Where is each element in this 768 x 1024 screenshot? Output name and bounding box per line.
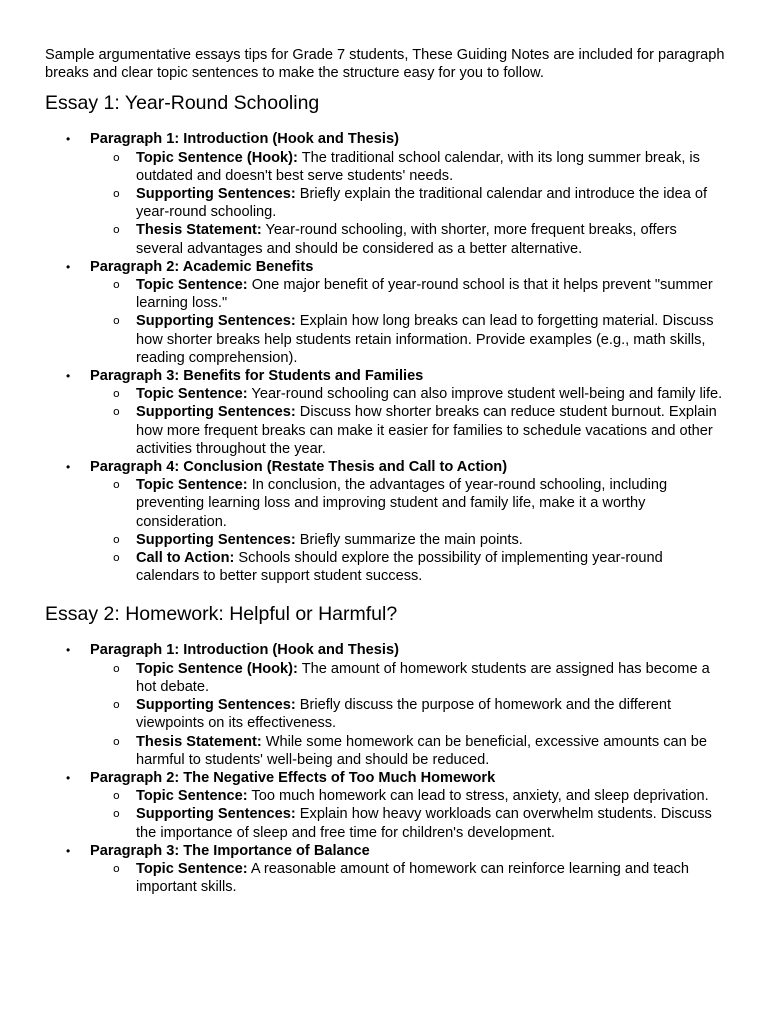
paragraph-list xyxy=(45,641,725,896)
circle-bullet-icon: o xyxy=(113,532,120,546)
paragraph-title: Paragraph 4: Conclusion (Restate Thesis and Call to Action) xyxy=(90,459,508,476)
sub-item-label: Supporting Sentences: xyxy=(136,697,296,714)
sub-item-label: Supporting Sentences: xyxy=(136,404,296,421)
sub-item xyxy=(90,476,725,531)
paragraph-item xyxy=(45,130,725,257)
sub-item-text: Discuss how shorter breaks can reduce student burnout. Explain how more frequent breaks can make it easier for families to schedule vacations and other activities throughout the year. xyxy=(136,404,717,457)
sub-item xyxy=(90,149,725,185)
paragraph-item xyxy=(45,769,725,842)
bullet-icon: • xyxy=(66,643,71,658)
sub-item xyxy=(90,312,725,367)
sub-item xyxy=(90,860,725,896)
sub-item-text: The traditional school calendar, with its long summer break, is outdated and doesn't best serve students' needs. xyxy=(136,149,700,184)
sub-item-text: Schools should explore the possibility of implementing year-round calendars to better support student success. xyxy=(136,550,663,585)
sub-item xyxy=(90,185,725,221)
sub-item-text: While some homework can be beneficial, excessive amounts can be harmful to students' well-being and should be reduced. xyxy=(136,733,708,768)
circle-bullet-icon: o xyxy=(113,223,120,237)
sub-list xyxy=(90,385,725,458)
sub-list xyxy=(90,276,725,367)
circle-bullet-icon: o xyxy=(113,861,120,875)
sub-list xyxy=(90,660,725,769)
paragraph-item xyxy=(45,842,725,897)
sub-item-text: Explain how long breaks can lead to forgetting material. Discuss how shorter breaks help students retain information. Provide examples (e.g., math skills, reading comprehension). xyxy=(136,313,714,366)
bullet-icon: • xyxy=(66,843,71,858)
sub-item xyxy=(90,276,725,312)
circle-bullet-icon: o xyxy=(113,187,120,201)
sub-item-text: A reasonable amount of homework can reinforce learning and teach important skills. xyxy=(136,860,689,896)
sub-item-label: Supporting Sentences: xyxy=(136,186,296,203)
essay-section xyxy=(45,91,725,585)
circle-bullet-icon: o xyxy=(113,314,120,328)
circle-bullet-icon: o xyxy=(113,551,120,565)
bullet-icon: • xyxy=(66,259,71,274)
sub-item xyxy=(90,733,725,769)
circle-bullet-icon: o xyxy=(113,150,120,164)
paragraph-item xyxy=(45,458,725,585)
sub-item-label: Supporting Sentences: xyxy=(136,806,296,823)
sub-item xyxy=(90,696,725,732)
document-page xyxy=(45,46,725,896)
paragraph-item xyxy=(45,367,725,458)
sub-item xyxy=(90,660,725,696)
intro-paragraph: Sample argumentative essays tips for Grade 7 students, These Guiding Notes are included for paragraph breaks and clear topic sentences to make the structure easy for you to follow. xyxy=(45,47,725,82)
circle-bullet-icon: o xyxy=(113,405,120,419)
sub-item-text: Year-round schooling, with shorter, more frequent breaks, offers several advantages and should be considered as a better alternative. xyxy=(136,222,677,257)
bullet-icon: • xyxy=(66,460,71,475)
circle-bullet-icon: o xyxy=(113,278,120,292)
bullet-icon: • xyxy=(66,369,71,384)
circle-bullet-icon: o xyxy=(113,698,120,712)
circle-bullet-icon: o xyxy=(113,478,120,492)
paragraph-item xyxy=(45,641,725,768)
sub-item-label: Supporting Sentences: xyxy=(136,313,296,330)
sub-item-text: In conclusion, the advantages of year-round schooling, including preventing learning loss and improving student and family life, make it a worthy consideration. xyxy=(136,477,668,530)
bullet-icon: • xyxy=(66,770,71,785)
sub-item-label: Topic Sentence: xyxy=(136,788,248,805)
sub-list xyxy=(90,860,725,896)
sub-item-label: Thesis Statement: xyxy=(136,733,262,750)
sub-item-label: Thesis Statement: xyxy=(136,222,262,239)
sub-item-text: Briefly explain the traditional calendar and introduce the idea of year-round schooling. xyxy=(136,186,708,221)
sub-item-label: Topic Sentence: xyxy=(136,277,248,294)
sub-item xyxy=(90,385,725,403)
paragraph-title: Paragraph 3: The Importance of Balance xyxy=(90,842,370,859)
sub-item-label: Call to Action: xyxy=(136,550,235,567)
sub-item-text: Year-round schooling can also improve student well-being and family life. xyxy=(247,386,723,403)
paragraph-title: Paragraph 2: Academic Benefits xyxy=(90,258,314,275)
sub-item-text: Explain how heavy workloads can overwhelm students. Discuss the importance of sleep and free time for children's development. xyxy=(136,806,712,841)
sub-item-text: The amount of homework students are assigned has become a hot debate. xyxy=(136,660,710,695)
sub-item-label: Topic Sentence: xyxy=(136,477,248,494)
sub-item-label: Topic Sentence (Hook): xyxy=(136,149,298,166)
sub-item-label: Topic Sentence: xyxy=(136,386,248,403)
sub-item-text: Briefly summarize the main points. xyxy=(295,531,523,548)
sub-list xyxy=(90,149,725,258)
sub-item-text: Too much homework can lead to stress, anxiety, and sleep deprivation. xyxy=(247,788,709,805)
paragraph-list xyxy=(45,130,725,585)
paragraph-title: Paragraph 1: Introduction (Hook and Thesis) xyxy=(90,131,399,148)
sub-item xyxy=(90,531,725,549)
paragraph-title: Paragraph 1: Introduction (Hook and Thesis) xyxy=(90,642,399,659)
paragraph-item xyxy=(45,258,725,367)
paragraph-title: Paragraph 3: Benefits for Students and Families xyxy=(90,368,424,385)
paragraph-title: Paragraph 2: The Negative Effects of Too Much Homework xyxy=(90,769,496,786)
bullet-icon: • xyxy=(66,132,71,147)
circle-bullet-icon: o xyxy=(113,661,120,675)
sub-item-label: Supporting Sentences: xyxy=(136,531,296,548)
sub-list xyxy=(90,476,725,585)
circle-bullet-icon: o xyxy=(113,387,120,401)
circle-bullet-icon: o xyxy=(113,807,120,821)
circle-bullet-icon: o xyxy=(113,789,120,803)
essay-section xyxy=(45,602,725,896)
sub-item-label: Topic Sentence: xyxy=(136,860,248,877)
essay-heading: Essay 1: Year-Round Schooling xyxy=(45,92,320,115)
essay-heading: Essay 2: Homework: Helpful or Harmful? xyxy=(45,603,398,626)
circle-bullet-icon: o xyxy=(113,734,120,748)
sub-item xyxy=(90,805,725,841)
sub-item-text: One major benefit of year-round school is that it helps prevent "summer learning loss." xyxy=(136,277,713,312)
sub-item xyxy=(90,403,725,458)
sub-item xyxy=(90,787,725,805)
sub-item xyxy=(90,549,725,585)
sub-item xyxy=(90,221,725,257)
sub-item-text: Briefly discuss the purpose of homework and the different viewpoints on its effectiveness. xyxy=(136,697,672,732)
sub-list xyxy=(90,787,725,842)
sub-item-label: Topic Sentence (Hook): xyxy=(136,660,298,677)
